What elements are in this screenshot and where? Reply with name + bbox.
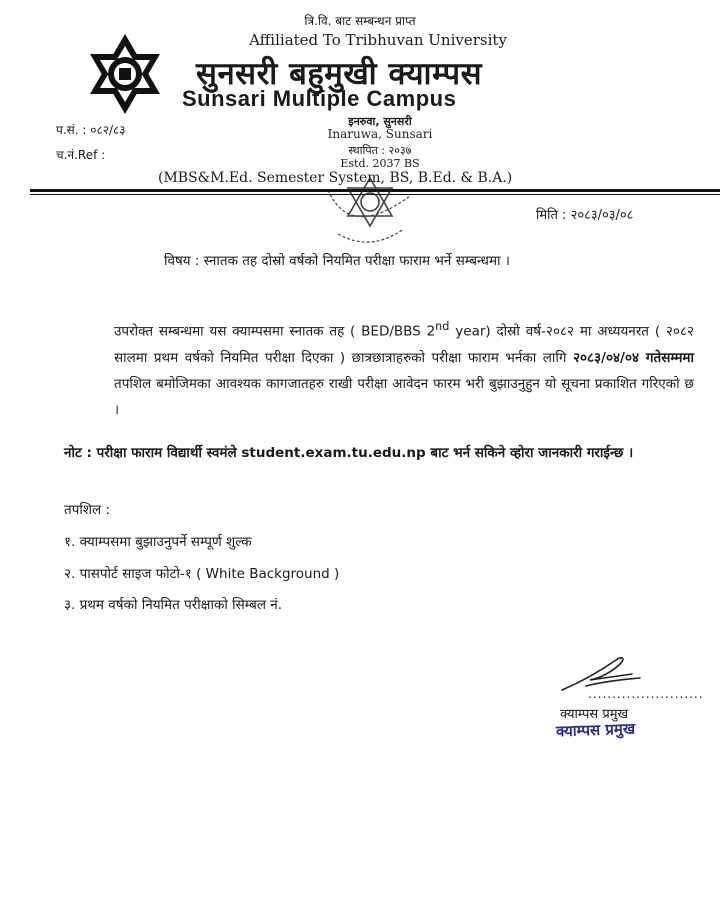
campus-name-np: सुनसरी बहुमुखी क्याम्पस: [196, 56, 483, 92]
list-item: ३. प्रथम वर्षको नियमित परीक्षाको सिम्बल नं.: [64, 597, 283, 613]
notice-date: मिति : २०८३/०३/०८: [536, 208, 634, 223]
affiliation-en: Affiliated To Tribhuvan University: [249, 31, 507, 49]
signature-line: ........................: [588, 687, 704, 701]
body-part-2: year) दोस्रो वर्ष-२०८२ मा अध्ययनरत ( २०८२ सालमा प्रथम वर्षको नियमित परीक्षा दिएका ) छात्रछात्राहरुको परीक्षा फाराम भर्नका लागि: [114, 323, 694, 366]
notice-subject: विषय : स्नातक तह दोस्रो वर्षको नियमित परीक्षा फाराम भर्ने सम्बन्धमा ।: [164, 253, 510, 269]
notice-note: नोट : परीक्षा फाराम विद्यार्थी स्वमंले student.exam.tu.edu.np बाट भर्न सकिने व्होरा जानकारी गराईन्छ ।: [64, 445, 634, 461]
list-item: १. क्याम्पसमा बुझाउनुपर्ने सम्पूर्ण शुल्क: [64, 534, 252, 550]
patra-sankhya: प.सं. : ०८२/८३: [56, 123, 126, 137]
tapasil-heading: तपशिल :: [64, 502, 111, 518]
list-item: २. पासपोर्ट साइज फोटो-१ ( White Background ): [64, 566, 340, 582]
body-deadline: २०८३/०४/०४ गतेसम्ममा: [572, 349, 694, 366]
address-en: Inaruwa, Sunsari: [327, 127, 433, 141]
body-part-1: उपरोक्त सम्बन्धमा यस क्याम्पसमा स्नातक तह ( BED/BBS 2: [114, 323, 436, 340]
signatory-stamp: क्याम्पस प्रमुख: [555, 719, 636, 741]
body-superscript: nd: [435, 320, 450, 333]
campus-seal-icon: [310, 160, 430, 256]
body-part-3: तपशिल बमोजिमका आवश्यक कागजातहरु राखी परीक्षा आवेदन फारम भरी बुझाउनुहुन यो सूचना प्रकाशित गरिएको छ ।: [114, 375, 694, 418]
established-en: Estd. 2037 BS: [340, 157, 420, 170]
campus-name-en: Sunsari Multiple Campus: [182, 86, 457, 111]
programs-offered: (MBS&M.Ed. Semester System, BS, B.Ed. & B.A.): [158, 170, 513, 186]
chalani-ref: च.नं.Ref :: [56, 148, 106, 162]
established-np: स्थापित : २०३७: [348, 144, 412, 157]
address-np: इनरुवा, सुनसरी: [348, 115, 412, 128]
notice-body: [64, 314, 694, 423]
signatory-title: क्याम्पस प्रमुख: [560, 707, 629, 722]
affiliation-np: त्रि.वि. बाट सम्बन्धन प्राप्त: [304, 14, 416, 28]
